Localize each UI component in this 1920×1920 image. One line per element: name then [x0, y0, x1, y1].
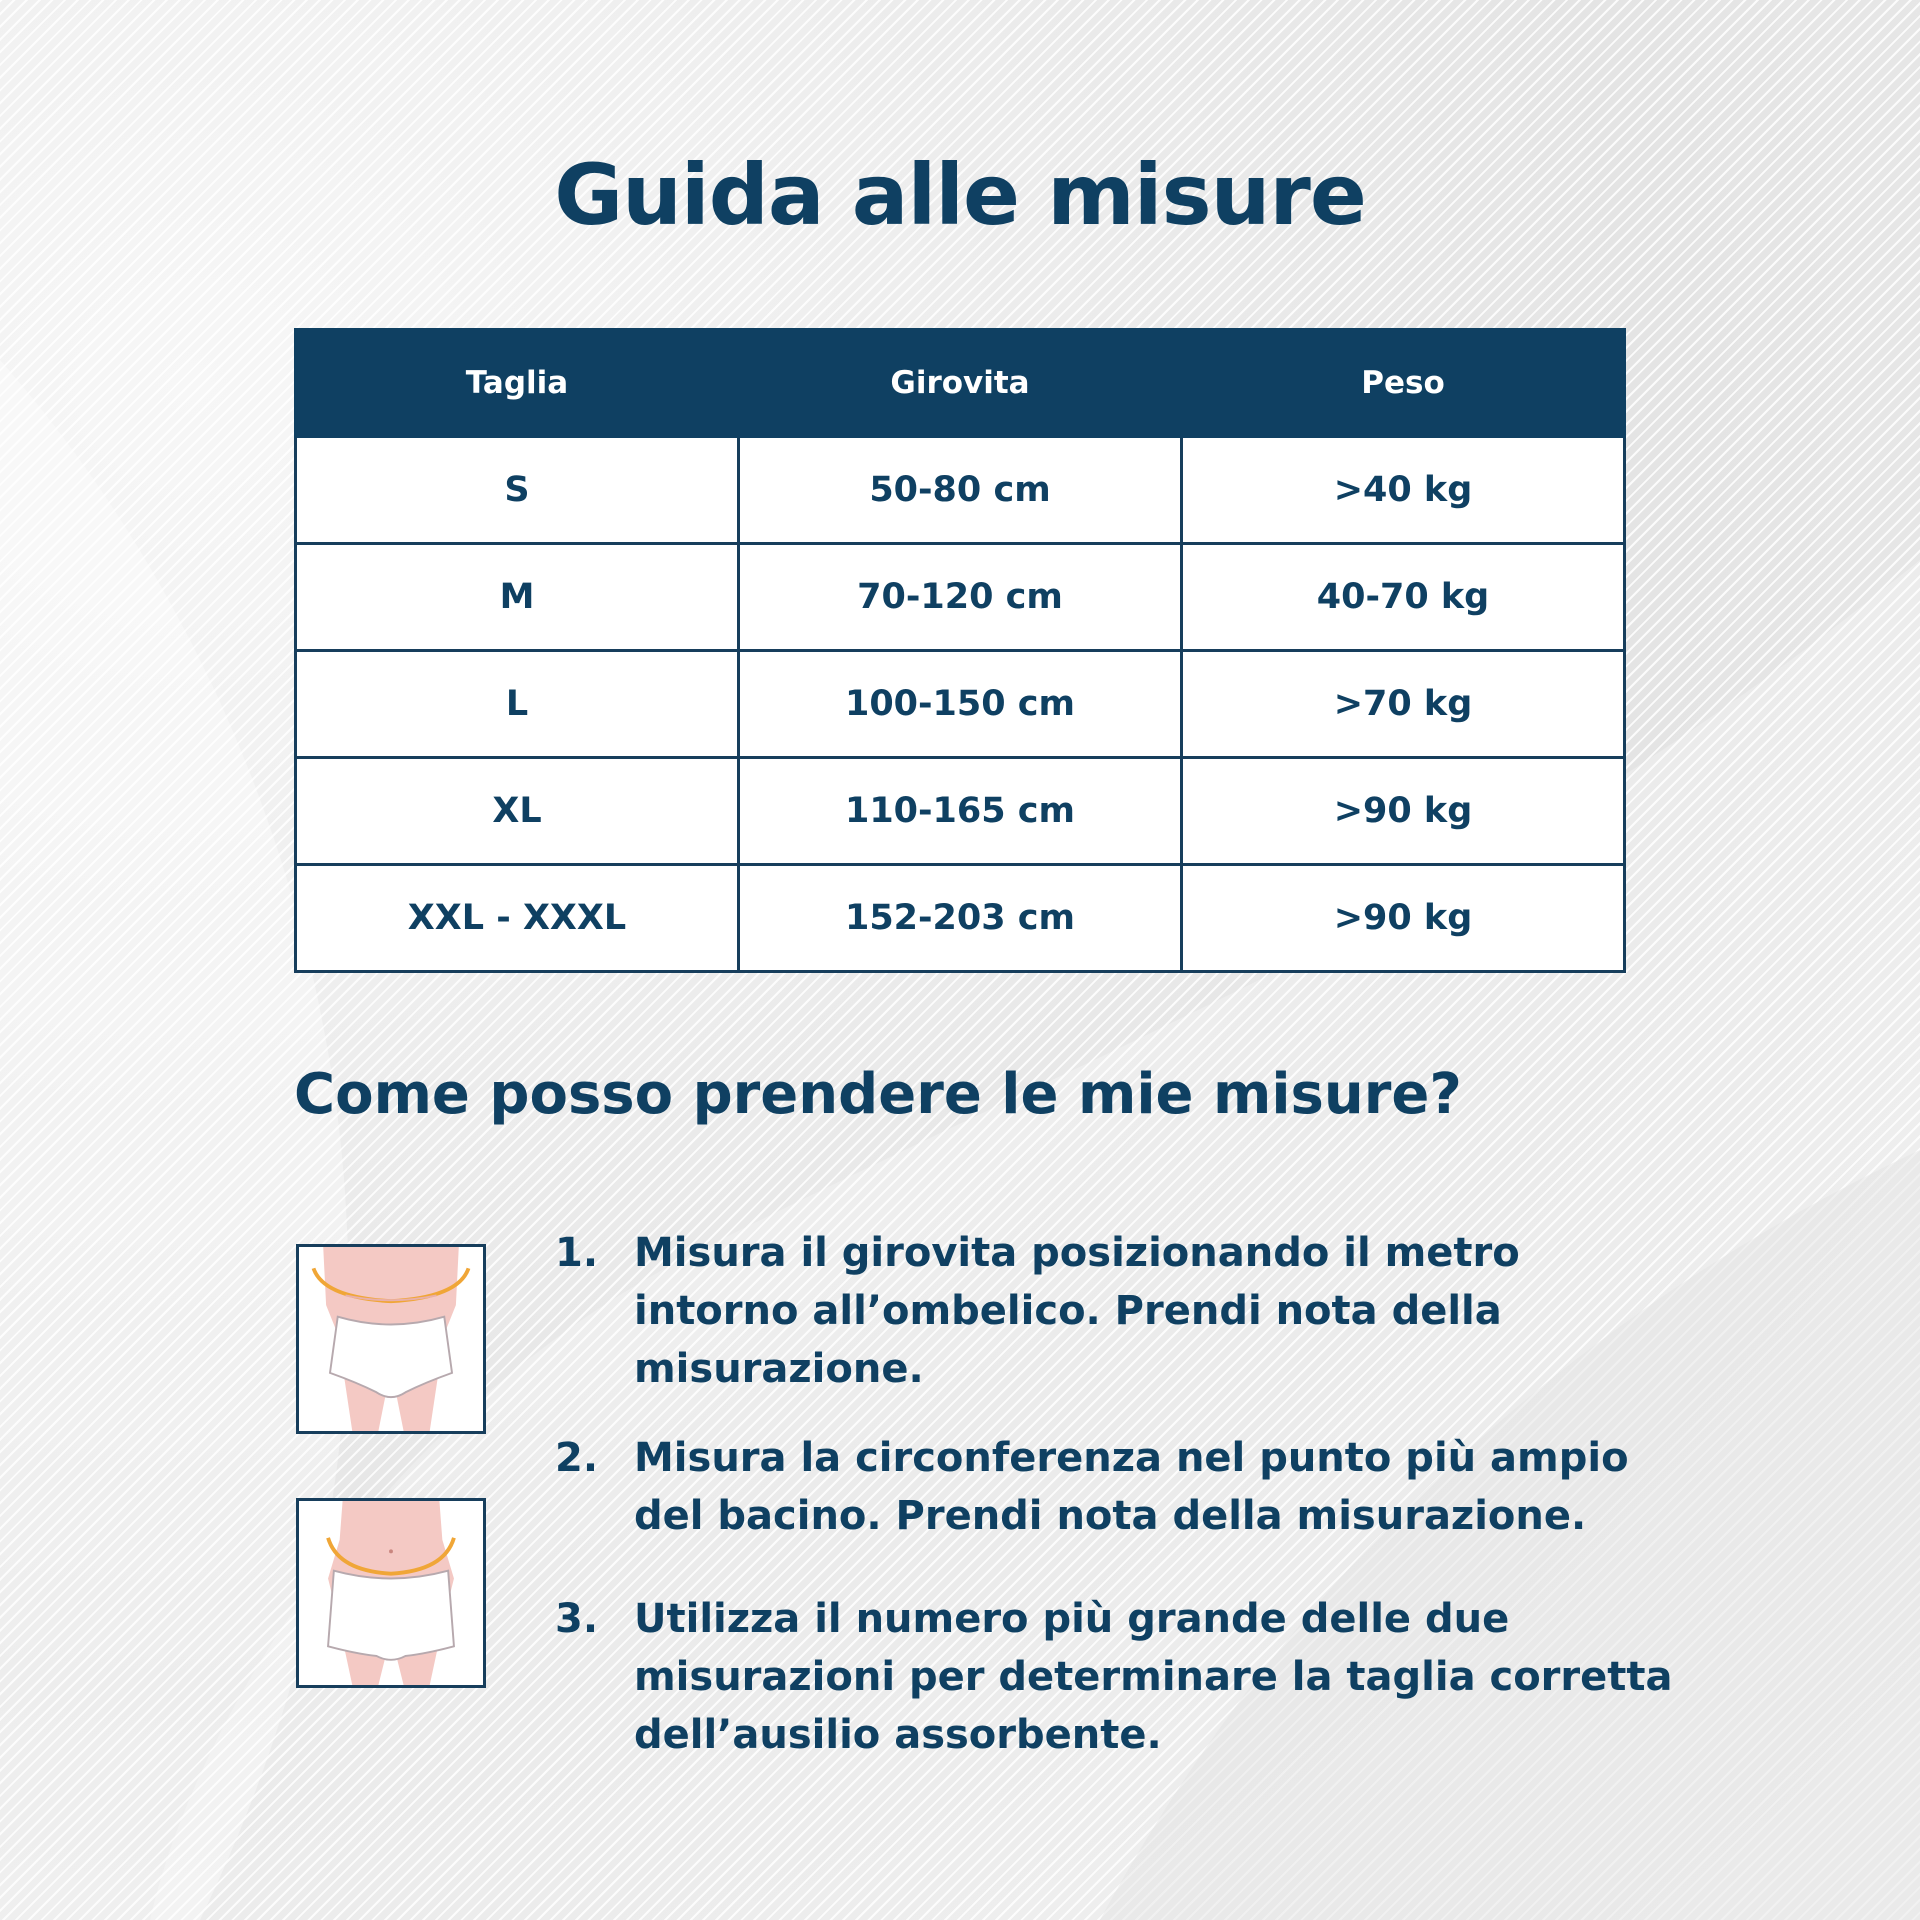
- column-header-peso: Peso: [1182, 330, 1625, 437]
- step-number: 1.: [555, 1230, 599, 1276]
- weight-cell: >70 kg: [1182, 651, 1625, 758]
- step-number: 2.: [555, 1435, 599, 1481]
- waist-cell: 110-165 cm: [739, 758, 1182, 865]
- size-cell: XL: [296, 758, 739, 865]
- table-row: [296, 758, 1625, 865]
- waist-cell: 70-120 cm: [739, 544, 1182, 651]
- weight-cell: 40-70 kg: [1182, 544, 1625, 651]
- waist-cell: 100-150 cm: [739, 651, 1182, 758]
- size-cell: S: [296, 437, 739, 544]
- size-cell: XXL - XXXL: [296, 865, 739, 972]
- size-table: [294, 328, 1626, 973]
- column-header-taglia: Taglia: [296, 330, 739, 437]
- waist-measurement-illustration-icon: [296, 1244, 486, 1434]
- size-cell: L: [296, 651, 739, 758]
- page-title: Guida alle misure: [554, 146, 1366, 244]
- section-heading: Come posso prendere le mie misure?: [294, 1062, 1462, 1127]
- weight-cell: >90 kg: [1182, 758, 1625, 865]
- weight-cell: >40 kg: [1182, 437, 1625, 544]
- size-cell: M: [296, 544, 739, 651]
- table-row: [296, 437, 1625, 544]
- weight-cell: >90 kg: [1182, 865, 1625, 972]
- table-header-row: [296, 330, 1625, 437]
- step-text: Misura la circonferenza nel punto più ampio del bacino. Prendi nota della misurazione.: [634, 1435, 1629, 1539]
- step-text: Misura il girovita posizionando il metro intorno all’ombelico. Prendi nota della misurazione.: [634, 1230, 1520, 1392]
- table-row: [296, 651, 1625, 758]
- step-text: Utilizza il numero più grande delle due misurazioni per determinare la taglia corretta dell’ausilio assorbente.: [634, 1596, 1673, 1758]
- table-row: [296, 865, 1625, 972]
- step-number: 3.: [555, 1596, 599, 1642]
- waist-cell: 152-203 cm: [739, 865, 1182, 972]
- waist-cell: 50-80 cm: [739, 437, 1182, 544]
- table-row: [296, 544, 1625, 651]
- column-header-girovita: Girovita: [739, 330, 1182, 437]
- hip-measurement-illustration-icon: [296, 1498, 486, 1688]
